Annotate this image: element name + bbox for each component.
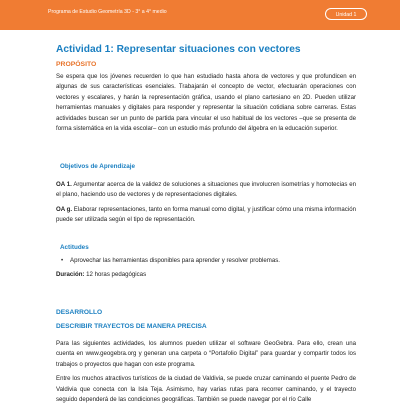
unit-badge: Unidad 1 (325, 8, 367, 20)
oag-text: Elaborar representaciones, tanto en forma manual como digital, y justificar cómo una misma información puede ser utilizada según el tipo de representación. (56, 205, 356, 224)
duracion-paragraph (56, 270, 356, 280)
bullet-icon: • (61, 257, 64, 264)
oa1-text: Argumentar acerca de la validez de soluciones a situaciones que involucren isometrías y homotecias en el plano, haciendo uso de vectores y de representaciones digitales. (56, 181, 356, 199)
desarrollo-label: DESARROLLO (56, 309, 103, 316)
header-bar (0, 0, 400, 30)
objetivos-label: Objetivos de Aprendizaje (60, 163, 135, 170)
actitudes-item (61, 256, 356, 266)
activity-title: Actividad 1: Representar situaciones con vectores (56, 44, 301, 55)
desarrollo-paragraph-1: Para las siguientes actividades, los alumnos pueden utilizar el software GeoGebra. Para ello, crean una cuenta en www.geogebra.org y generan una carpeta o “Portafolio Digital” para guardar y compartir todos los trabajos o proyectos que hagan con este programa. (56, 340, 356, 368)
oag-paragraph (56, 205, 356, 226)
proposito-text: Se espera que los jóvenes recuerden lo que han estudiado hasta ahora de vectores y que profundicen en algunas de sus características esenciales. Trabajarán el concepto de vector, efectuarán operaciones con vectores y escalares, y harán la representación gráfica, usando el plano cartesiano en 2D. Pueden utilizar herramientas manuales y digitales para responder y representar la situación cotidiana sobre carreras. Estas actividades buscan ser un punto de partida para vincular el uso habitual de los vectores –que se presenta de forma sistemática en la vida escolar– con un estudio más profundo del álgebra en la educación superior. (56, 73, 356, 133)
duracion-label: Duración: (56, 271, 85, 279)
actitudes-item-text: Aprovechar las herramientas disponibles para aprender y resolver problemas. (70, 257, 281, 264)
desarrollo-paragraph-2: Entre los muchos atractivos turísticos de la ciudad de Valdivia, se puede cruzar caminando el puente Pedro de Valdivia que conecta con la Isla Teja. Asimismo, hay varias rutas para recorrer caminando, y el trayecto seguido dependerá de las condiciones geográficas. También se puede navegar por el río Calle (56, 375, 356, 404)
actitudes-label: Actitudes (60, 244, 89, 251)
duracion-value: 12 horas pedagógicas (84, 271, 147, 279)
objetivos-section (56, 162, 356, 226)
oa1-code: OA 1. (56, 181, 72, 188)
actitudes-section (56, 243, 356, 281)
desarrollo-subtitle: DESCRIBIR TRAYECTOS DE MANERA PRECISA (56, 323, 207, 330)
page-content (56, 43, 356, 134)
desarrollo-section (56, 308, 356, 405)
oa1-paragraph (56, 180, 356, 201)
header-title: Programa de Estudio Geometría 3D - 3° a 4° medio (48, 9, 167, 15)
oag-code: OA g. (56, 205, 73, 213)
proposito-label: PROPÓSITO (56, 61, 97, 68)
